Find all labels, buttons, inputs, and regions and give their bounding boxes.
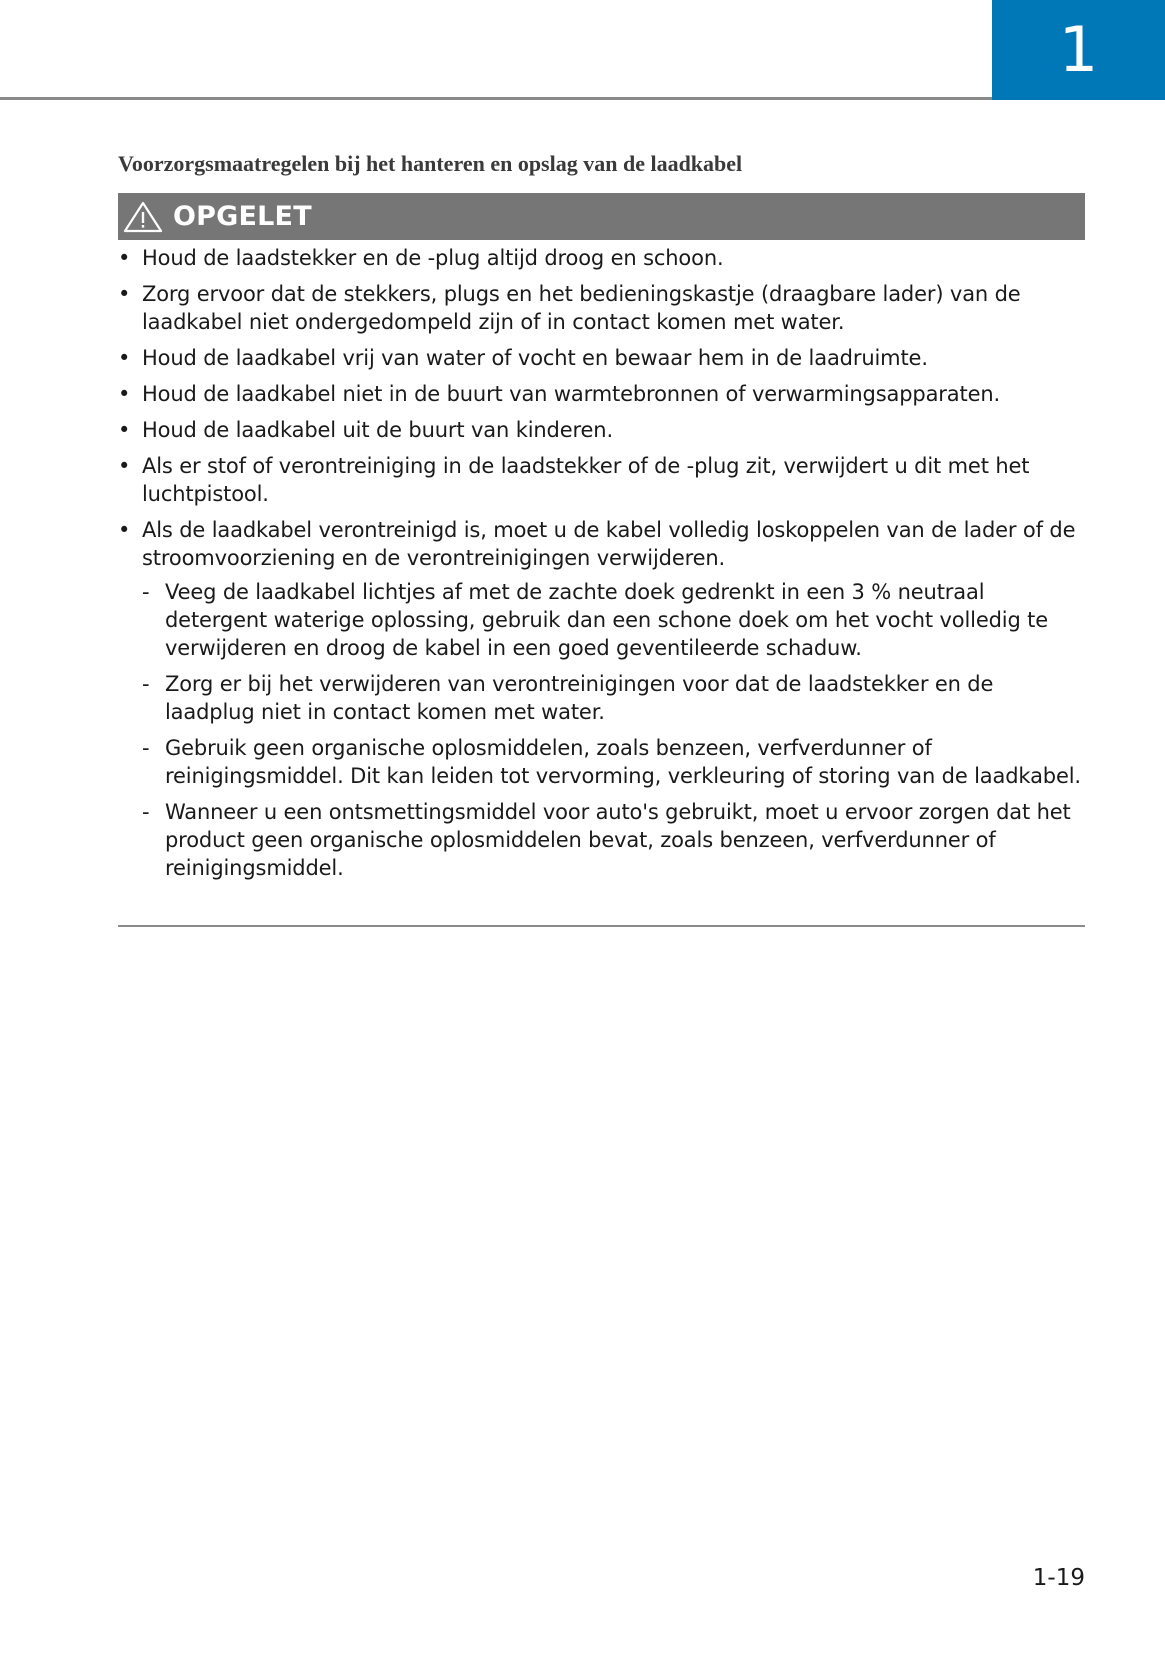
bullet-mark: • [118,382,131,406]
caution-label: OPGELET [173,201,312,232]
bullet-mark: • [118,454,131,478]
sub-list-item [142,578,1085,662]
bullet-mark: • [118,246,131,270]
list-item [118,416,1085,444]
list-item-text: Als de laadkabel verontreinigd is, moet u de kabel volledig loskoppelen van de lader of de stroomvoorziening en de verontreinigingen verwijderen. [142,518,1076,570]
dash-mark: - [142,800,150,824]
sub-list-item-text: Veeg de laadkabel lichtjes af met de zachte doek gedrenkt in een 3 % neutraal detergent waterige oplossing, gebruik dan een schone doek om het vocht volledig te verwijderen en droog de kabel in een goed geventileerde schaduw. [165,580,1049,660]
section-title: Voorzorgsmaatregelen bij het hanteren en opslag van de laadkabel [118,151,743,176]
list-item-text: Houd de laadstekker en de -plug altijd droog en schoon. [142,246,724,270]
list-item-text: Houd de laadkabel niet in de buurt van warmtebronnen of verwarmingsapparaten. [142,382,1001,406]
bullet-list [118,244,1085,882]
sub-list-item [142,734,1085,790]
bullet-mark: • [118,518,131,542]
bullet-mark: • [118,282,131,306]
sub-list-item [142,798,1085,882]
page-number: 1-19 [1032,1565,1085,1591]
list-item [118,380,1085,408]
section-end-rule [118,925,1085,927]
list-item [118,344,1085,372]
header-rule [0,97,1165,100]
sub-list [142,578,1085,882]
caution-content [118,244,1085,890]
bullet-mark: • [118,418,131,442]
dash-mark: - [142,580,150,604]
caution-banner [118,193,1085,240]
list-item-text: Houd de laadkabel vrij van water of vocht en bewaar hem in de laadruimte. [142,346,928,370]
sub-list-item [142,670,1085,726]
list-item-text: Als er stof of verontreiniging in de laadstekker of de -plug zit, verwijdert u dit met het luchtpistool. [142,454,1030,506]
list-item-text: Zorg ervoor dat de stekkers, plugs en het bedieningskastje (draagbare lader) van de laadkabel niet ondergedompeld zijn of in contact komen met water. [142,282,1021,334]
bullet-mark: • [118,346,131,370]
list-item-text: Houd de laadkabel uit de buurt van kinderen. [142,418,613,442]
sub-list-item-text: Wanneer u een ontsmettingsmiddel voor auto's gebruikt, moet u ervoor zorgen dat het product geen organische oplosmiddelen bevat, zoals benzeen, verfverdunner of reinigingsmiddel. [165,800,1071,880]
dash-mark: - [142,672,150,696]
sub-list-item-text: Zorg er bij het verwijderen van verontreinigingen voor dat de laadstekker en de laadplug niet in contact komen met water. [165,672,994,724]
warning-triangle-icon [122,200,164,234]
list-item [118,452,1085,508]
sub-list-item-text: Gebruik geen organische oplosmiddelen, zoals benzeen, verfverdunner of reinigingsmiddel. Dit kan leiden tot vervorming, verkleuring of storing van de laadkabel. [165,736,1081,788]
list-item [118,280,1085,336]
list-item [118,516,1085,882]
dash-mark: - [142,736,150,760]
list-item [118,244,1085,272]
chapter-tab: 1 [992,0,1165,100]
